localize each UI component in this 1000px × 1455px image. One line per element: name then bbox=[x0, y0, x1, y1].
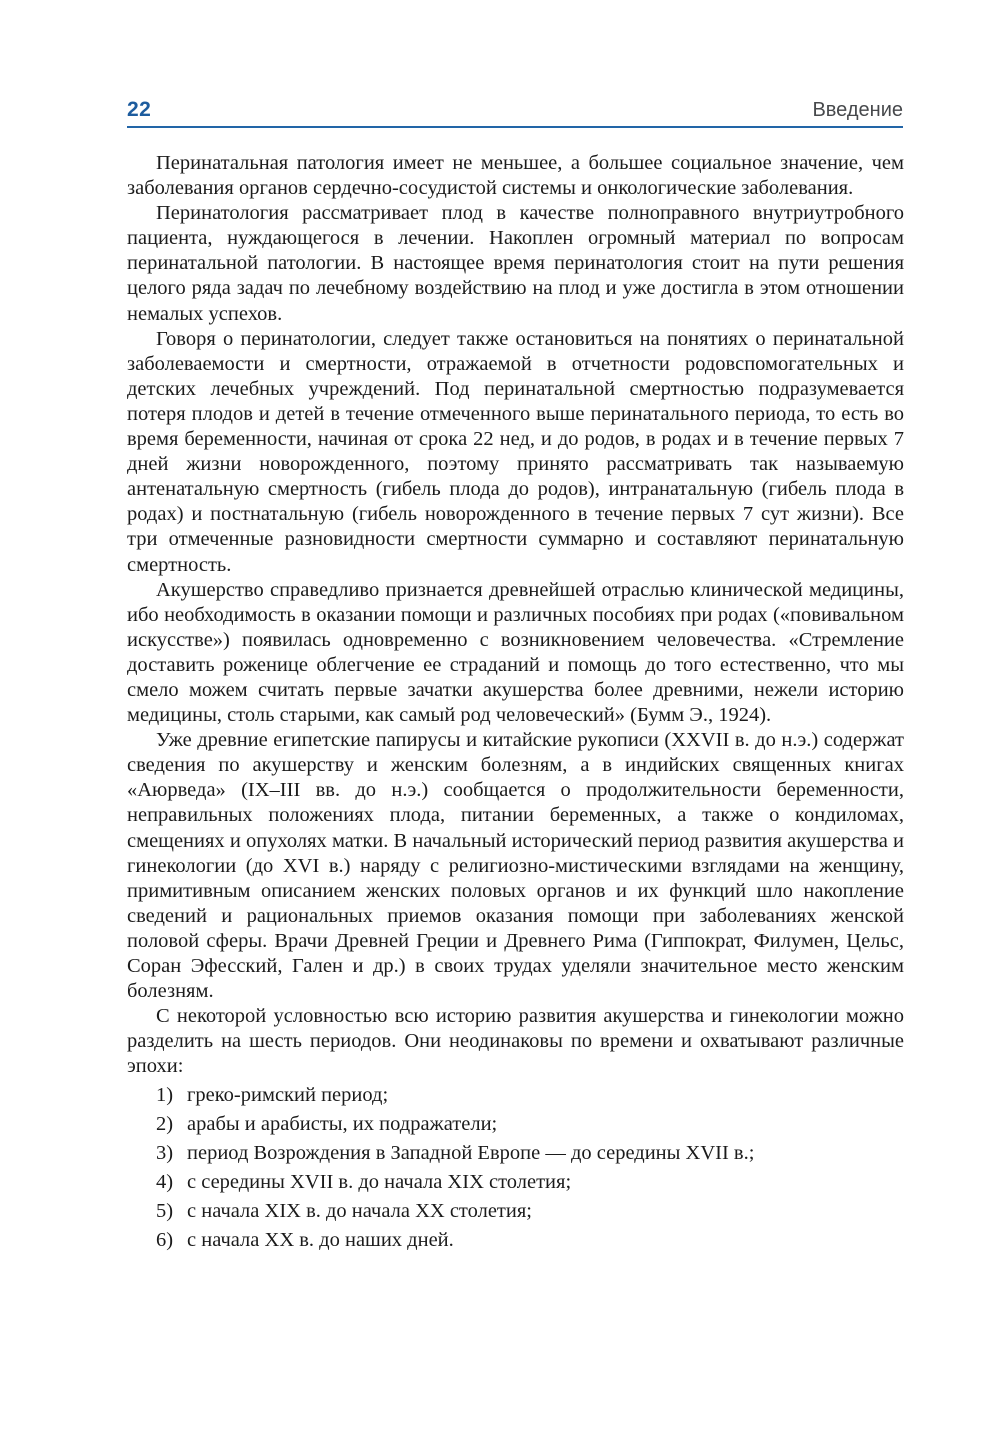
list-item-period-6 bbox=[156, 1227, 904, 1253]
list-item-period-3 bbox=[156, 1140, 904, 1166]
paragraph-six-periods-intro: С некоторой условностью всю историю развития акушерства и гинекологии можно разделить на шесть периодов. Они неодинаковы по времени и охватывают различные эпохи: bbox=[127, 1005, 904, 1078]
list-item-text: с начала XIX в. до начала XX столетия; bbox=[187, 1200, 532, 1223]
paragraph-perinatal-pathology: Перинатальная патология имеет не меньшее, а большее социальное значение, чем заболевания органов сердечно-сосудистой системы и онкологические заболевания. bbox=[127, 152, 904, 200]
list-item-number: 4) bbox=[156, 1171, 174, 1194]
page-header bbox=[127, 98, 903, 122]
list-item-text: с начала XX в. до наших дней. bbox=[187, 1229, 454, 1252]
list-item-number: 5) bbox=[156, 1200, 174, 1223]
paragraph-ancient-sources: Уже древние египетские папирусы и китайские рукописи (XXVII в. до н.э.) содержат сведения по акушерству и женским болезням, а в индийских священных книгах «Аюрведа» (IX–III вв. до н.э.) сообщается о продолжительности беременности, неправильных положениях плода, питании беременных, а также о кондиломах, смещениях и опухолях матки. В начальный исторический период развития акушерства и гинекологии (до XVI в.) наряду с религиозно-мистическими взглядами на женщину, примитивным описанием женских половых органов и их функций шло накопление сведений и рациональных приемов оказания помощи при заболеваниях женской половой сферы. Врачи Древней Греции и Древнего Рима (Гиппократ, Филумен, Цельс, Соран Эфесский, Гален и др.) в своих трудах уделяли значительное место женским болезням. bbox=[127, 729, 904, 1003]
list-item-text: арабы и арабисты, их подражатели; bbox=[187, 1113, 498, 1136]
list-item-text: греко-римский период; bbox=[187, 1084, 389, 1107]
page-number: 22 bbox=[127, 98, 152, 121]
header-rule bbox=[127, 126, 903, 128]
list-item-number: 3) bbox=[156, 1142, 174, 1165]
running-head: Введение bbox=[812, 99, 903, 121]
list-item-number: 1) bbox=[156, 1084, 174, 1107]
paragraph-perinatal-mortality: Говоря о перинатологии, следует также остановиться на понятиях о перинатальной заболеваемости и смертности, отражаемой в отчетности родовспомогательных и детских лечебных учреждений. Под перинатальной смертностью подразумевается потеря плодов и детей в течение отмеченного выше перинатального периода, то есть во время беременности, начиная от срока 22 нед, и до родов, в родах и в течение первых 7 дней жизни новорожденного, поэтому принято рассматривать так называемую антенатальную смертность (гибель плода до родов), интранатальную (гибель плода в родах) и постнатальную (гибель новорожденного в течение первых 7 сут жизни). Все три отмеченные разновидности смертности суммарно и составляют перинатальную смертность. bbox=[127, 327, 904, 576]
list-item-text: период Возрождения в Западной Европе — до середины XVII в.; bbox=[187, 1142, 755, 1165]
list-item-period-5 bbox=[156, 1198, 904, 1224]
paragraph-perinatology-patient: Перинатология рассматривает плод в качестве полноправного внутриутробного пациента, нуждающегося в лечении. Накоплен огромный материал по вопросам перинатальной патологии. В настоящее время перинатология стоит на пути решения целого ряда задач по лечебному воздействию на плод и уже достигла в этом отношении немалых успехов. bbox=[127, 202, 904, 325]
paragraph-obstetrics-oldest-branch: Акушерство справедливо признается древнейшей отраслью клинической медицины, ибо необходимость в оказании помощи и различных пособиях при родах («повивальном искусстве») появилась одновременно с возникновением человечества. «Стремление доставить роженице облегчение ее страданий и помощь до того естественно, что мы смело можем считать первые зачатки акушерства более древними, нежели историю медицины, столь старыми, как самый род человеческий» (Бумм Э., 1924). bbox=[127, 578, 904, 727]
page-body bbox=[127, 151, 904, 1253]
list-item-period-1 bbox=[156, 1082, 904, 1108]
list-item-number: 6) bbox=[156, 1229, 174, 1252]
list-item-number: 2) bbox=[156, 1113, 174, 1136]
list-item-period-2 bbox=[156, 1111, 904, 1137]
periods-list bbox=[127, 1082, 904, 1253]
list-item-text: с середины XVII в. до начала XIX столетия; bbox=[187, 1171, 572, 1194]
list-item-period-4 bbox=[156, 1169, 904, 1195]
